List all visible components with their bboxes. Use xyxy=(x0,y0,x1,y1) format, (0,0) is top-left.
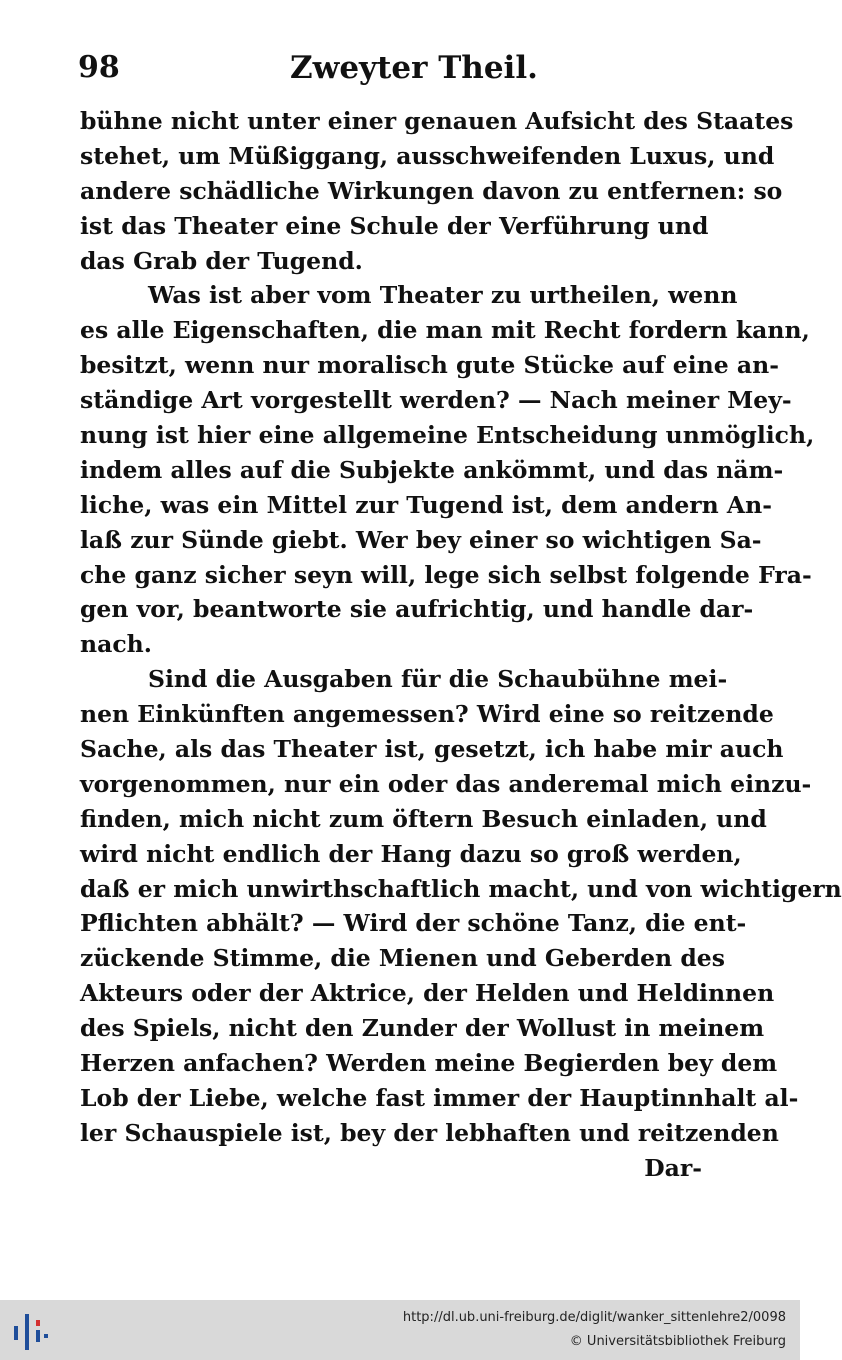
logo-bar-blue-right xyxy=(36,1330,40,1342)
ub-freiburg-logo-icon[interactable] xyxy=(10,1310,52,1352)
text-line: Lob der Liebe, welche fast immer der Hauptinnhalt al- xyxy=(80,1083,799,1112)
text-line: des Spiels, nicht den Zunder der Wollust in meinem xyxy=(80,1014,765,1043)
text-line: besitzt, wenn nur moralisch gute Stücke auf eine an- xyxy=(80,351,779,380)
text-line: bühne nicht unter einer genauen Aufsicht des Staates xyxy=(80,107,794,135)
text-line: zückende Stimme, die Mienen und Geberden des xyxy=(80,944,725,973)
text-line: ständige Art vorgestellt werden? — Nach meiner Mey- xyxy=(80,386,792,415)
logo-bar-blue-mid xyxy=(25,1314,29,1350)
text-line: stehet, um Müßiggang, ausschweifenden Luxus, und xyxy=(80,141,775,170)
text-line: laß zur Sünde giebt. Wer bey einer so wichtigen Sa- xyxy=(80,525,762,554)
running-title: Zweyter Theil. xyxy=(290,50,538,86)
text-line: wird nicht endlich der Hang dazu so groß werden, xyxy=(80,839,742,868)
text-line: finden, mich nicht zum öftern Besuch einladen, und xyxy=(80,804,767,833)
text-line: gen vor, beantworte sie aufrichtig, und handle dar- xyxy=(80,595,754,624)
text-line: daß er mich unwirthschaftlich macht, und von wichtigern xyxy=(80,874,842,903)
text-line: liche, was ein Mittel zur Tugend ist, dem andern An- xyxy=(80,490,772,519)
text-line: indem alles auf die Subjekte ankömmt, und das näm- xyxy=(80,455,784,484)
text-line: ist das Theater eine Schule der Verführung und xyxy=(80,211,709,240)
text-line: Sache, als das Theater ist, gesetzt, ich habe mir auch xyxy=(80,735,784,764)
paragraph-start-line: Sind die Ausgaben für die Schaubühne mei- xyxy=(148,665,728,694)
logo-bar-red xyxy=(36,1320,40,1326)
page-number: 98 xyxy=(78,50,120,85)
text-line: andere schädliche Wirkungen davon zu entfernen: so xyxy=(80,176,783,205)
text-line: Herzen anfachen? Werden meine Begierden bey dem xyxy=(80,1049,778,1078)
text-line: nach. xyxy=(80,630,152,659)
text-line: Akteurs oder der Aktrice, der Helden und Heldinnen xyxy=(80,979,775,1008)
logo-bar-blue-left xyxy=(14,1326,18,1340)
text-line: vorgenommen, nur ein oder das anderemal mich einzu- xyxy=(80,769,812,798)
catchword: Dar- xyxy=(644,1153,702,1182)
text-line: che ganz sicher seyn will, lege sich selbst folgende Fra- xyxy=(80,560,812,589)
text-line: es alle Eigenschaften, die man mit Recht fordern kann, xyxy=(80,316,810,345)
paragraph-start-line: Was ist aber vom Theater zu urtheilen, wenn xyxy=(148,281,738,310)
text-line: nung ist hier eine allgemeine Entscheidung unmöglich, xyxy=(80,421,815,450)
copyright-notice: © Universitätsbibliothek Freiburg xyxy=(569,1334,786,1349)
text-line: nen Einkünften angemessen? Wird eine so reitzende xyxy=(80,700,774,729)
text-line: das Grab der Tugend. xyxy=(80,246,363,275)
text-line: ler Schauspiele ist, bey der lebhaften und reitzenden xyxy=(80,1118,779,1147)
page-header xyxy=(78,50,698,94)
viewer-footer xyxy=(0,1300,800,1360)
body-text xyxy=(80,104,842,1186)
text-line: Pflichten abhält? — Wird der schöne Tanz, die ent- xyxy=(80,909,747,938)
logo-bar-blue-small xyxy=(44,1334,48,1338)
permalink-url[interactable]: http://dl.ub.uni-freiburg.de/diglit/wanker_sittenlehre2/0098 xyxy=(402,1310,786,1325)
